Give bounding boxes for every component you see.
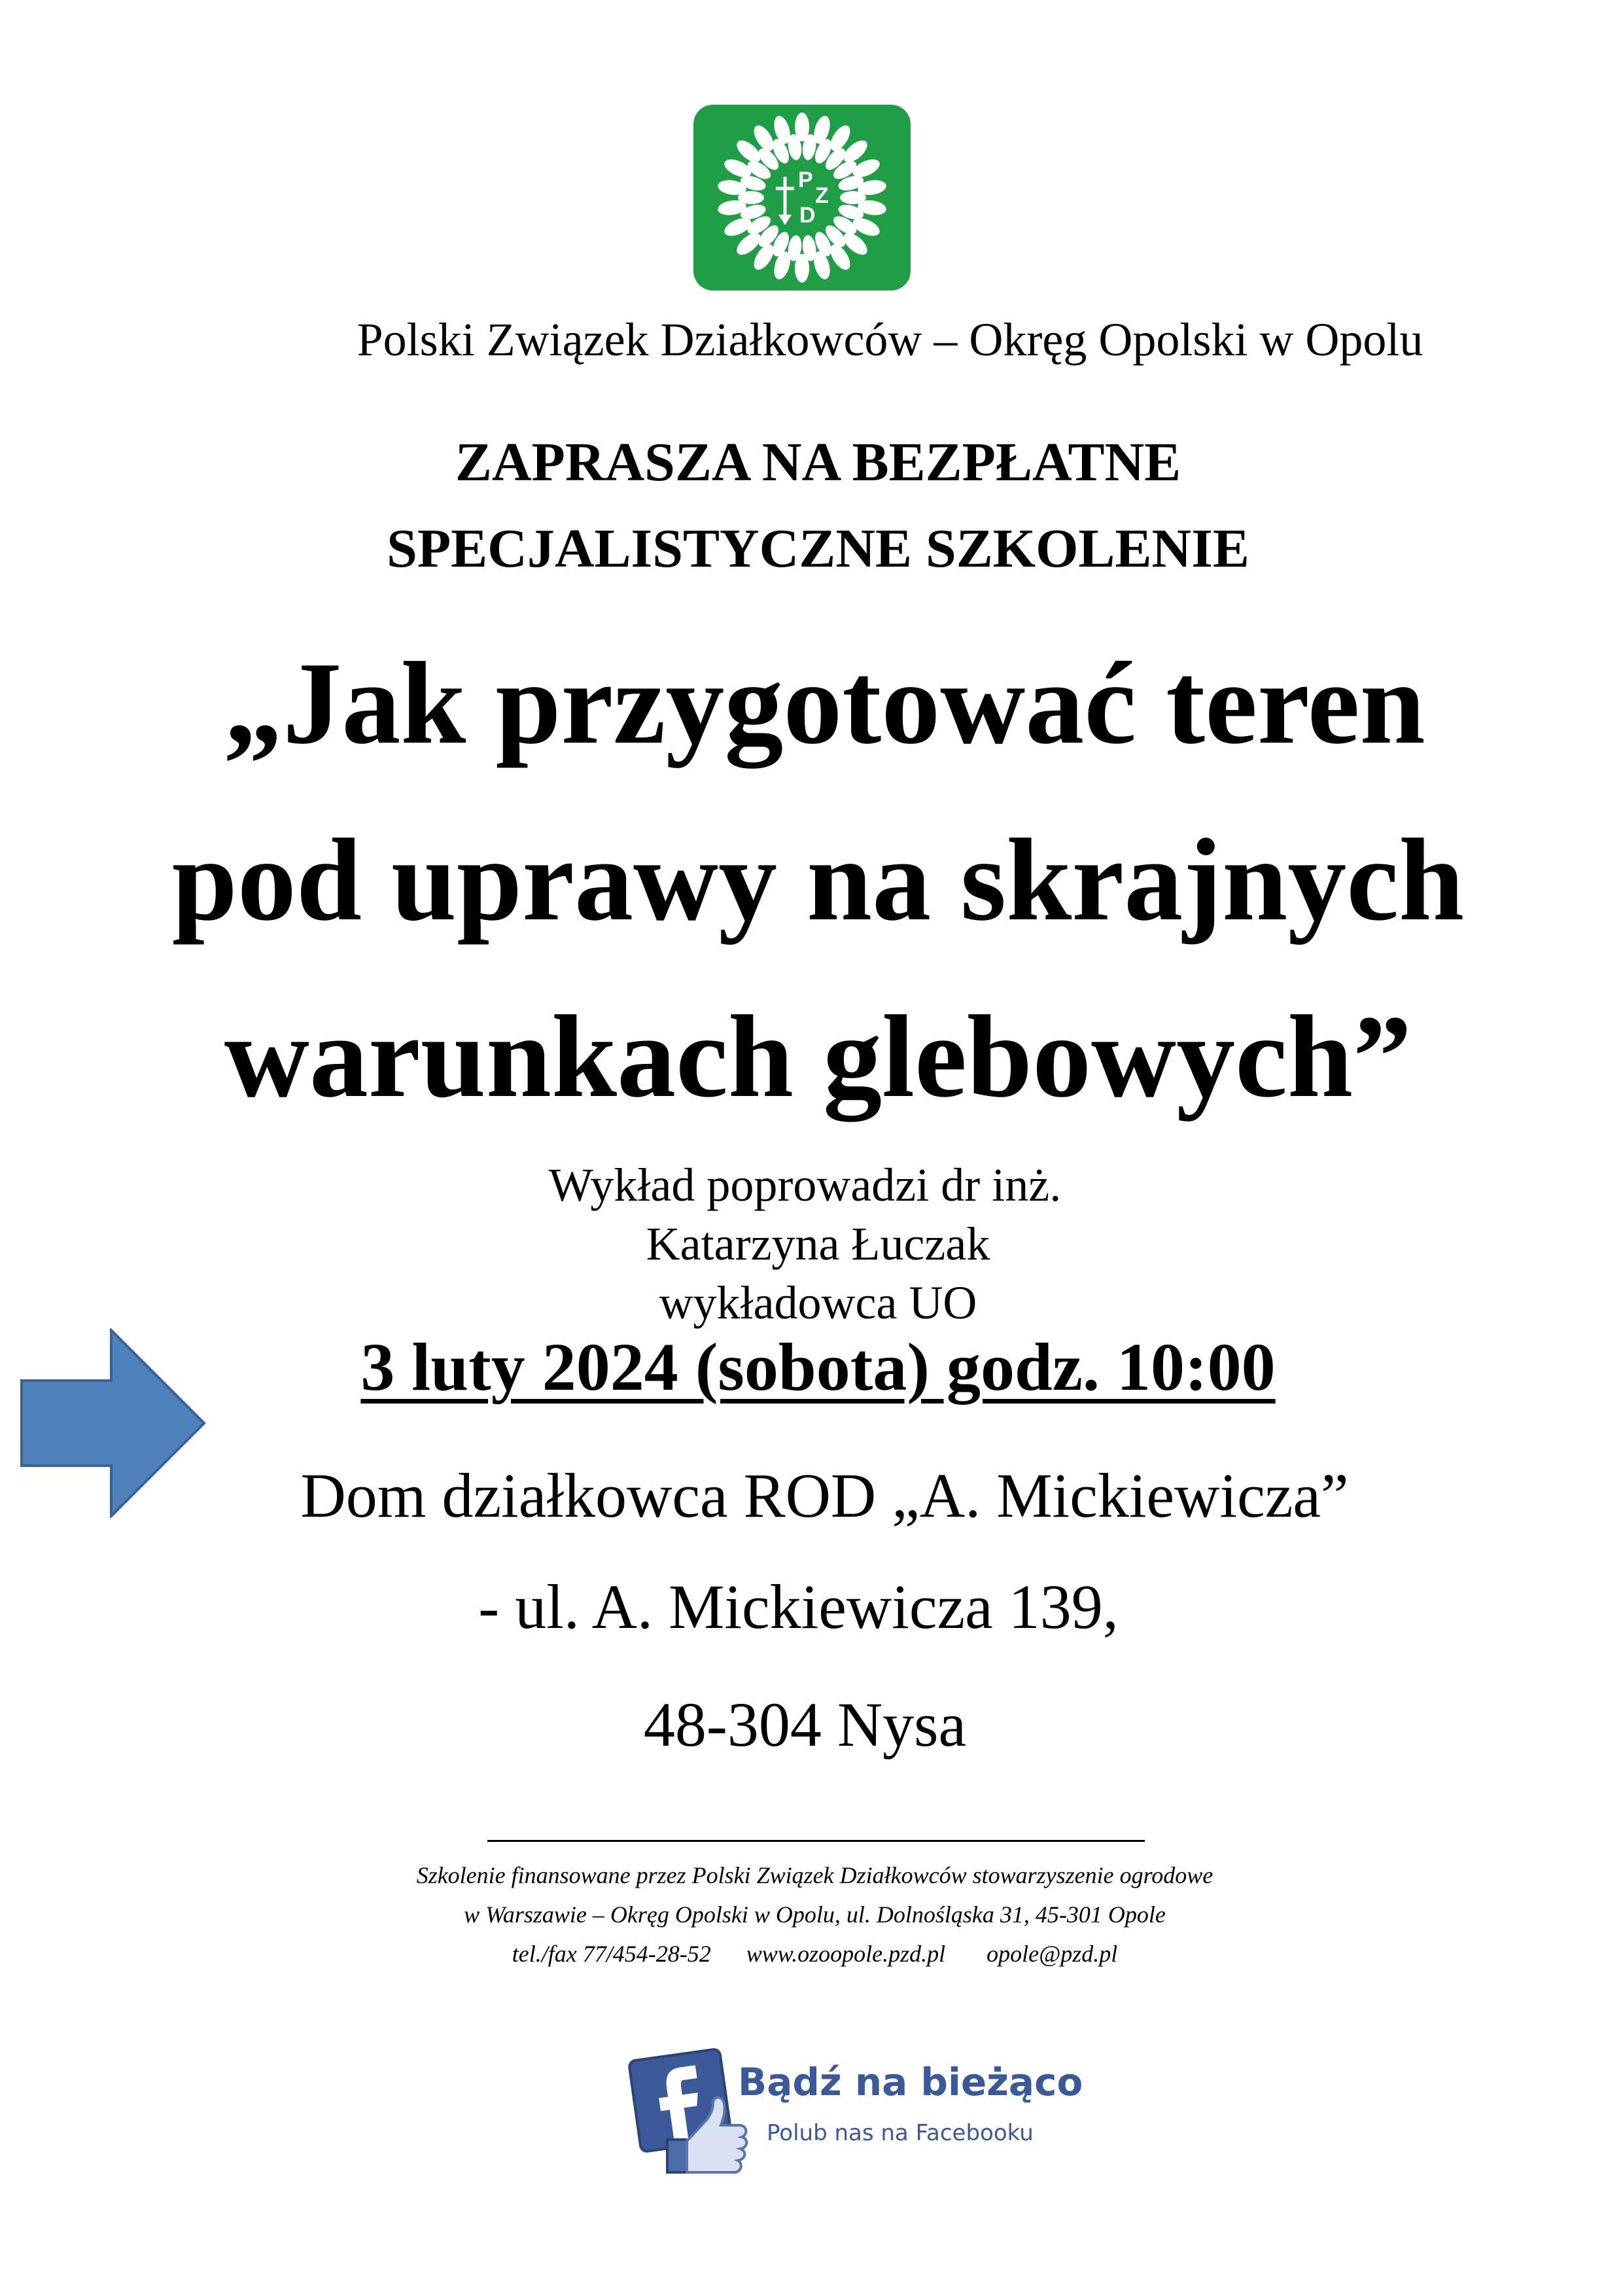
logo-letter-z: Z	[815, 183, 829, 208]
facebook-badge-title[interactable]: Bądź na bieżąco	[738, 2060, 1083, 2104]
footer-funding-line-1: Szkolenie finansowane przez Polski Związek Działkowców stowarzyszenie ogrodowe	[416, 1862, 1213, 1888]
lecturer-name: Katarzyna Łuczak	[646, 1218, 990, 1270]
footer-funding-line-2: w Warszawie – Okręg Opolski w Opolu, ul. Dolnośląska 31, 45-301 Opole	[464, 1901, 1166, 1928]
training-title-line-3: warunkach glebowych”	[224, 991, 1412, 1122]
training-title-line-1: „Jak przygotować teren	[224, 638, 1425, 768]
facebook-badge-subtitle[interactable]: Polub nas na Facebooku	[767, 2120, 1034, 2146]
pzd-sunflower-logo-icon	[693, 105, 911, 291]
event-date-time: 3 luty 2024 (sobota) godz. 10:00	[360, 1330, 1276, 1405]
invite-heading-line-1: ZAPRASZA NA BEZPŁATNE	[455, 432, 1181, 493]
logo-petal	[795, 254, 809, 283]
footer-contact-line: tel./fax 77/454-28-52 www.ozoopole.pzd.pl opole@pzd.pl	[512, 1941, 1118, 1967]
lecturer-intro: Wykład poprowadzi dr inż.	[548, 1159, 1062, 1211]
lecturer-role: wykładowca UO	[659, 1277, 977, 1329]
training-title-line-2: pod uprawy na skrajnych	[171, 815, 1465, 945]
venue-city: 48-304 Nysa	[643, 1689, 967, 1759]
logo-petal	[795, 113, 809, 141]
organization-name: Polski Związek Działkowców – Okręg Opolski w Opolu	[357, 313, 1423, 366]
footer-divider	[487, 1840, 1145, 1842]
invite-heading-line-2: SPECJALISTYCZNE SZKOLENIE	[387, 518, 1249, 579]
logo-letter-d: D	[799, 203, 816, 228]
venue-street: - ul. A. Mickiewicza 139,	[478, 1572, 1119, 1642]
logo-letter-p: P	[798, 168, 813, 192]
venue-name: Dom działkowca ROD „A. Mickiewicza”	[300, 1460, 1349, 1530]
